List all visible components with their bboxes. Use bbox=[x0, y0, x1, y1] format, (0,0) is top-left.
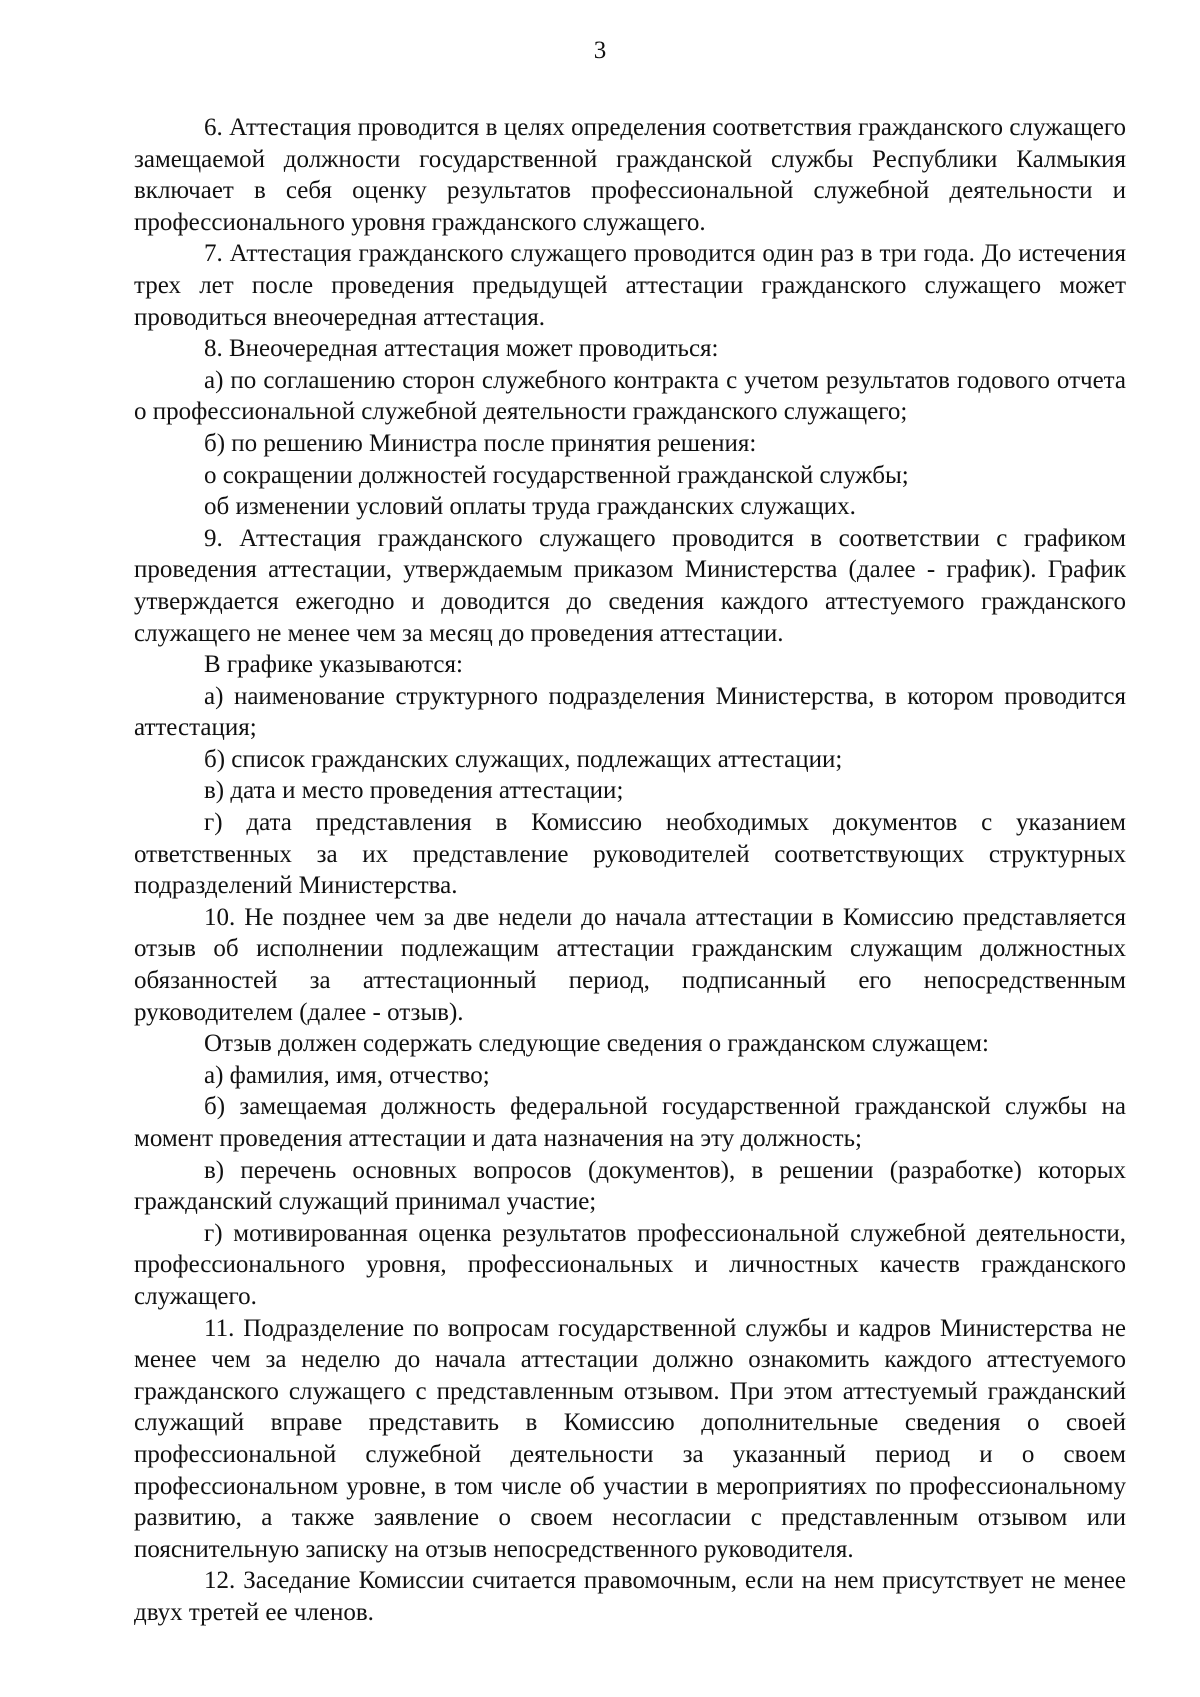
document-body bbox=[134, 112, 1126, 1629]
paragraph-10-review-heading: Отзыв должен содержать следующие сведения о гражданском служащем: bbox=[204, 1030, 989, 1058]
paragraph-7: 7. Аттестация гражданского служащего проводится один раз в три года. До истечения трех лет после проведения предыдущей аттестации гражданского служащего может проводиться внеочередная аттестация. bbox=[134, 240, 1126, 331]
paragraph-9-schedule-heading: В графике указываются: bbox=[204, 651, 463, 679]
paragraph-9-a: а) наименование структурного подразделения Министерства, в котором проводится аттестация; bbox=[134, 682, 1126, 742]
paragraph-8-a: а) по соглашению сторон служебного контракта с учетом результатов годового отчета о профессиональной служебной деятельности гражданского служащего; bbox=[134, 366, 1126, 426]
paragraph-8: 8. Внеочередная аттестация может проводиться: bbox=[204, 335, 719, 363]
paragraph-8-b-1: о сокращении должностей государственной гражданской службы; bbox=[204, 461, 909, 489]
paragraph-12: 12. Заседание Комиссии считается правомочным, если на нем присутствует не менее двух третей ее членов. bbox=[134, 1567, 1126, 1626]
paragraph-10-a: а) фамилия, имя, отчество; bbox=[204, 1061, 490, 1089]
paragraph-10-b: б) замещаемая должность федеральной государственной гражданской службы на момент проведения аттестации и дата назначения на эту должность; bbox=[134, 1093, 1126, 1152]
paragraph-10-v: в) перечень основных вопросов (документов), в решении (разработке) которых гражданский служащий принимал участие; bbox=[134, 1156, 1126, 1216]
paragraph-9-b: б) список гражданских служащих, подлежащих аттестации; bbox=[204, 745, 843, 773]
paragraph-9-v: в) дата и место проведения аттестации; bbox=[204, 777, 624, 805]
paragraph-8-b-2: об изменении условий оплаты труда гражданских служащих. bbox=[204, 493, 856, 521]
paragraph-6: 6. Аттестация проводится в целях определения соответствия гражданского служащего замещаемой должности государственной гражданской службы Республики Калмыкия включает в себя оценку результатов профессиональной служебной деятельности и профессионального уровня гражданского служащего. bbox=[134, 114, 1126, 236]
paragraph-10-g: г) мотивированная оценка результатов профессиональной служебной деятельности, профессионального уровня, профессиональных и личностных качеств гражданского служащего. bbox=[134, 1219, 1126, 1310]
paragraph-8-b: б) по решению Министра после принятия решения: bbox=[204, 429, 757, 457]
page-number: 3 bbox=[593, 37, 607, 64]
paragraph-9: 9. Аттестация гражданского служащего проводится в соответствии с графиком проведения аттестации, утверждаемым приказом Министерства (далее - график). График утверждается ежегодно и доводится до сведения каждого аттестуемого гражданского служащего не менее чем за месяц до проведения аттестации. bbox=[134, 524, 1126, 647]
paragraph-9-g: г) дата представления в Комиссию необходимых документов с указанием ответственных за их представление руководителей соответствующих структурных подразделений Министерства. bbox=[134, 809, 1126, 900]
paragraph-11: 11. Подразделение по вопросам государственной службы и кадров Министерства не менее чем за неделю до начала аттестации должно ознакомить каждого аттестуемого гражданского служащего с представленным отзывом. При этом аттестуемый гражданский служащий вправе представить в Комиссию дополнительные сведения о своей профессиональной служебной деятельности за указанный период и о своем профессиональном уровне, в том числе об участии в мероприятиях по профессиональному развитию, а также заявление о своем несогласии с представленным отзывом или пояснительную записку на отзыв непосредственного руководителя. bbox=[134, 1314, 1126, 1563]
paragraph-10: 10. Не позднее чем за две недели до начала аттестации в Комиссию представляется отзыв об исполнении подлежащим аттестации гражданским служащим должностных обязанностей за аттестационный период, подписанный его непосредственным руководителем (далее - отзыв). bbox=[134, 903, 1126, 1026]
